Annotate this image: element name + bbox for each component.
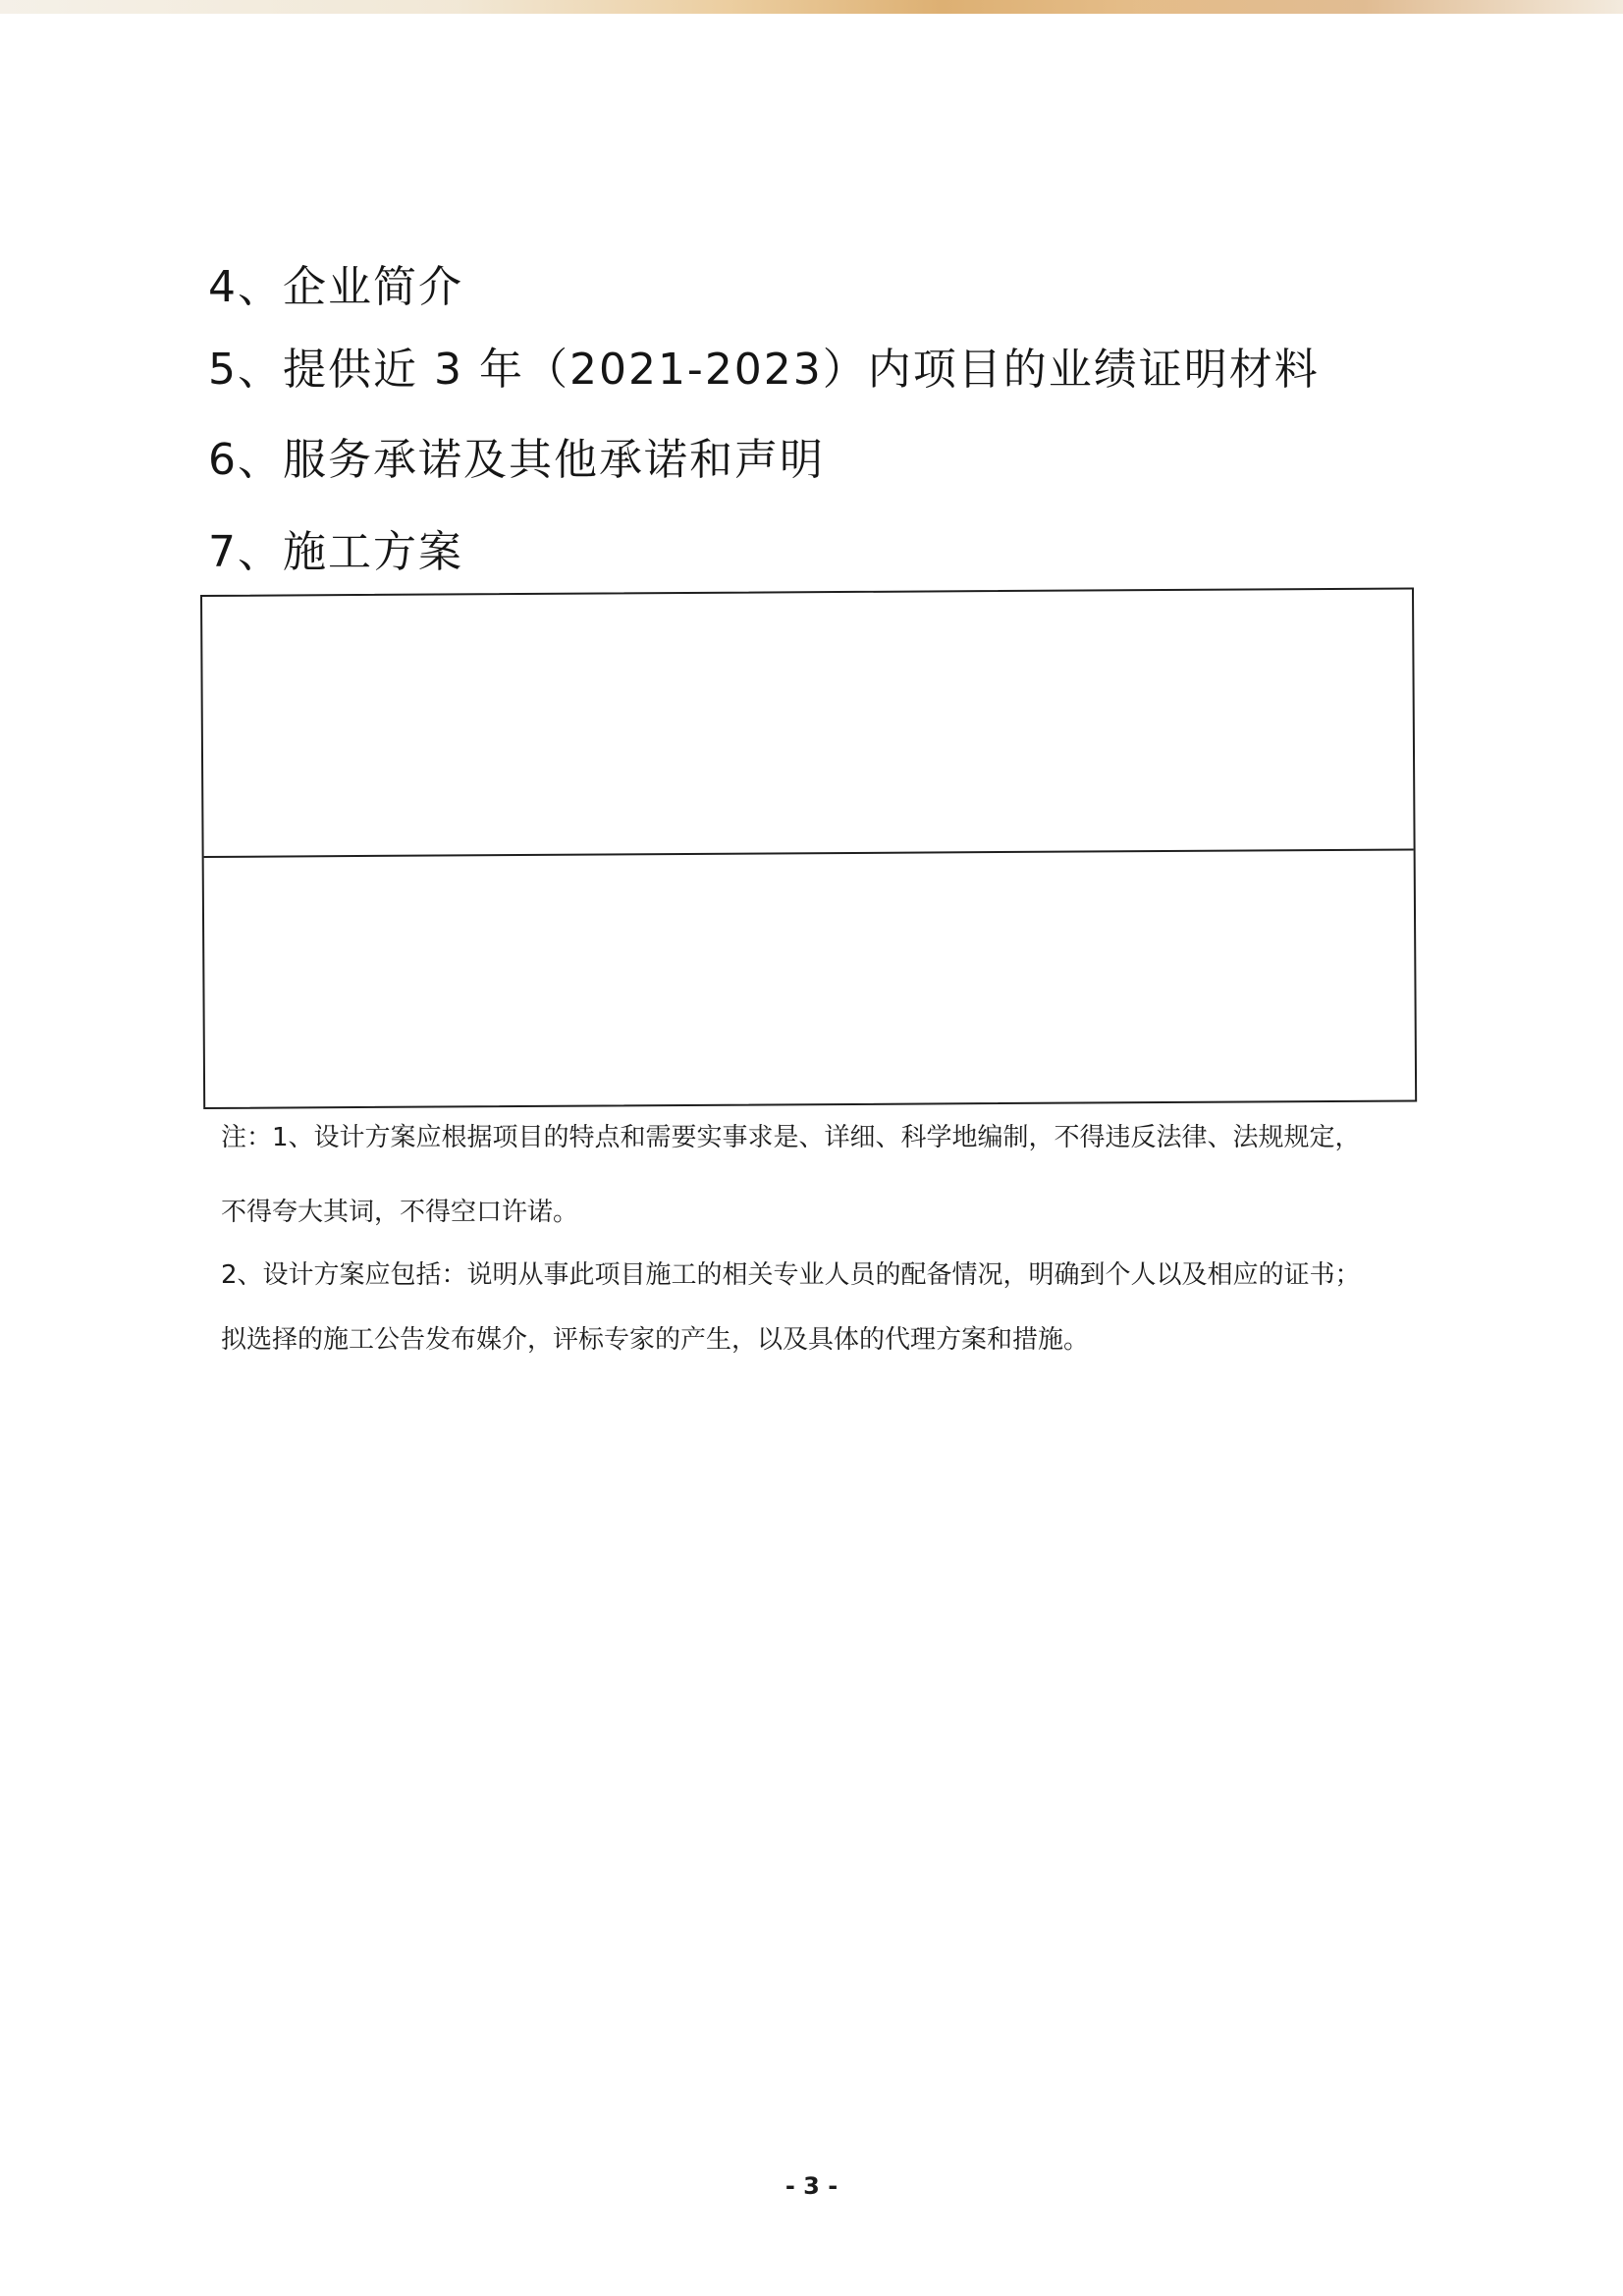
section-heading-company-profile: 4、企业简介: [208, 262, 463, 312]
section-heading-performance-materials: 5、提供近 3 年（2021-2023）内项目的业绩证明材料: [208, 345, 1320, 395]
section-heading-construction-plan: 7、施工方案: [208, 527, 463, 577]
note-line-3: 2、设计方案应包括：说明从事此项目施工的相关专业人员的配备情况，明确到个人以及相应的证书；: [221, 1260, 1361, 1290]
section-heading-service-commitment: 6、服务承诺及其他承诺和声明: [208, 435, 825, 485]
scan-top-edge: [0, 0, 1623, 14]
construction-plan-table: [200, 587, 1417, 1109]
page-number: - 3 -: [784, 2172, 839, 2200]
note-line-4: 拟选择的施工公告发布媒介，评标专家的产生，以及具体的代理方案和措施。: [221, 1325, 1090, 1355]
table-row-divider: [204, 848, 1414, 858]
note-line-1: 注：1、设计方案应根据项目的特点和需要实事求是、详细、科学地编制，不得违反法律、法规规定，: [221, 1123, 1361, 1152]
note-line-2: 不得夸大其词，不得空口许诺。: [221, 1198, 579, 1227]
